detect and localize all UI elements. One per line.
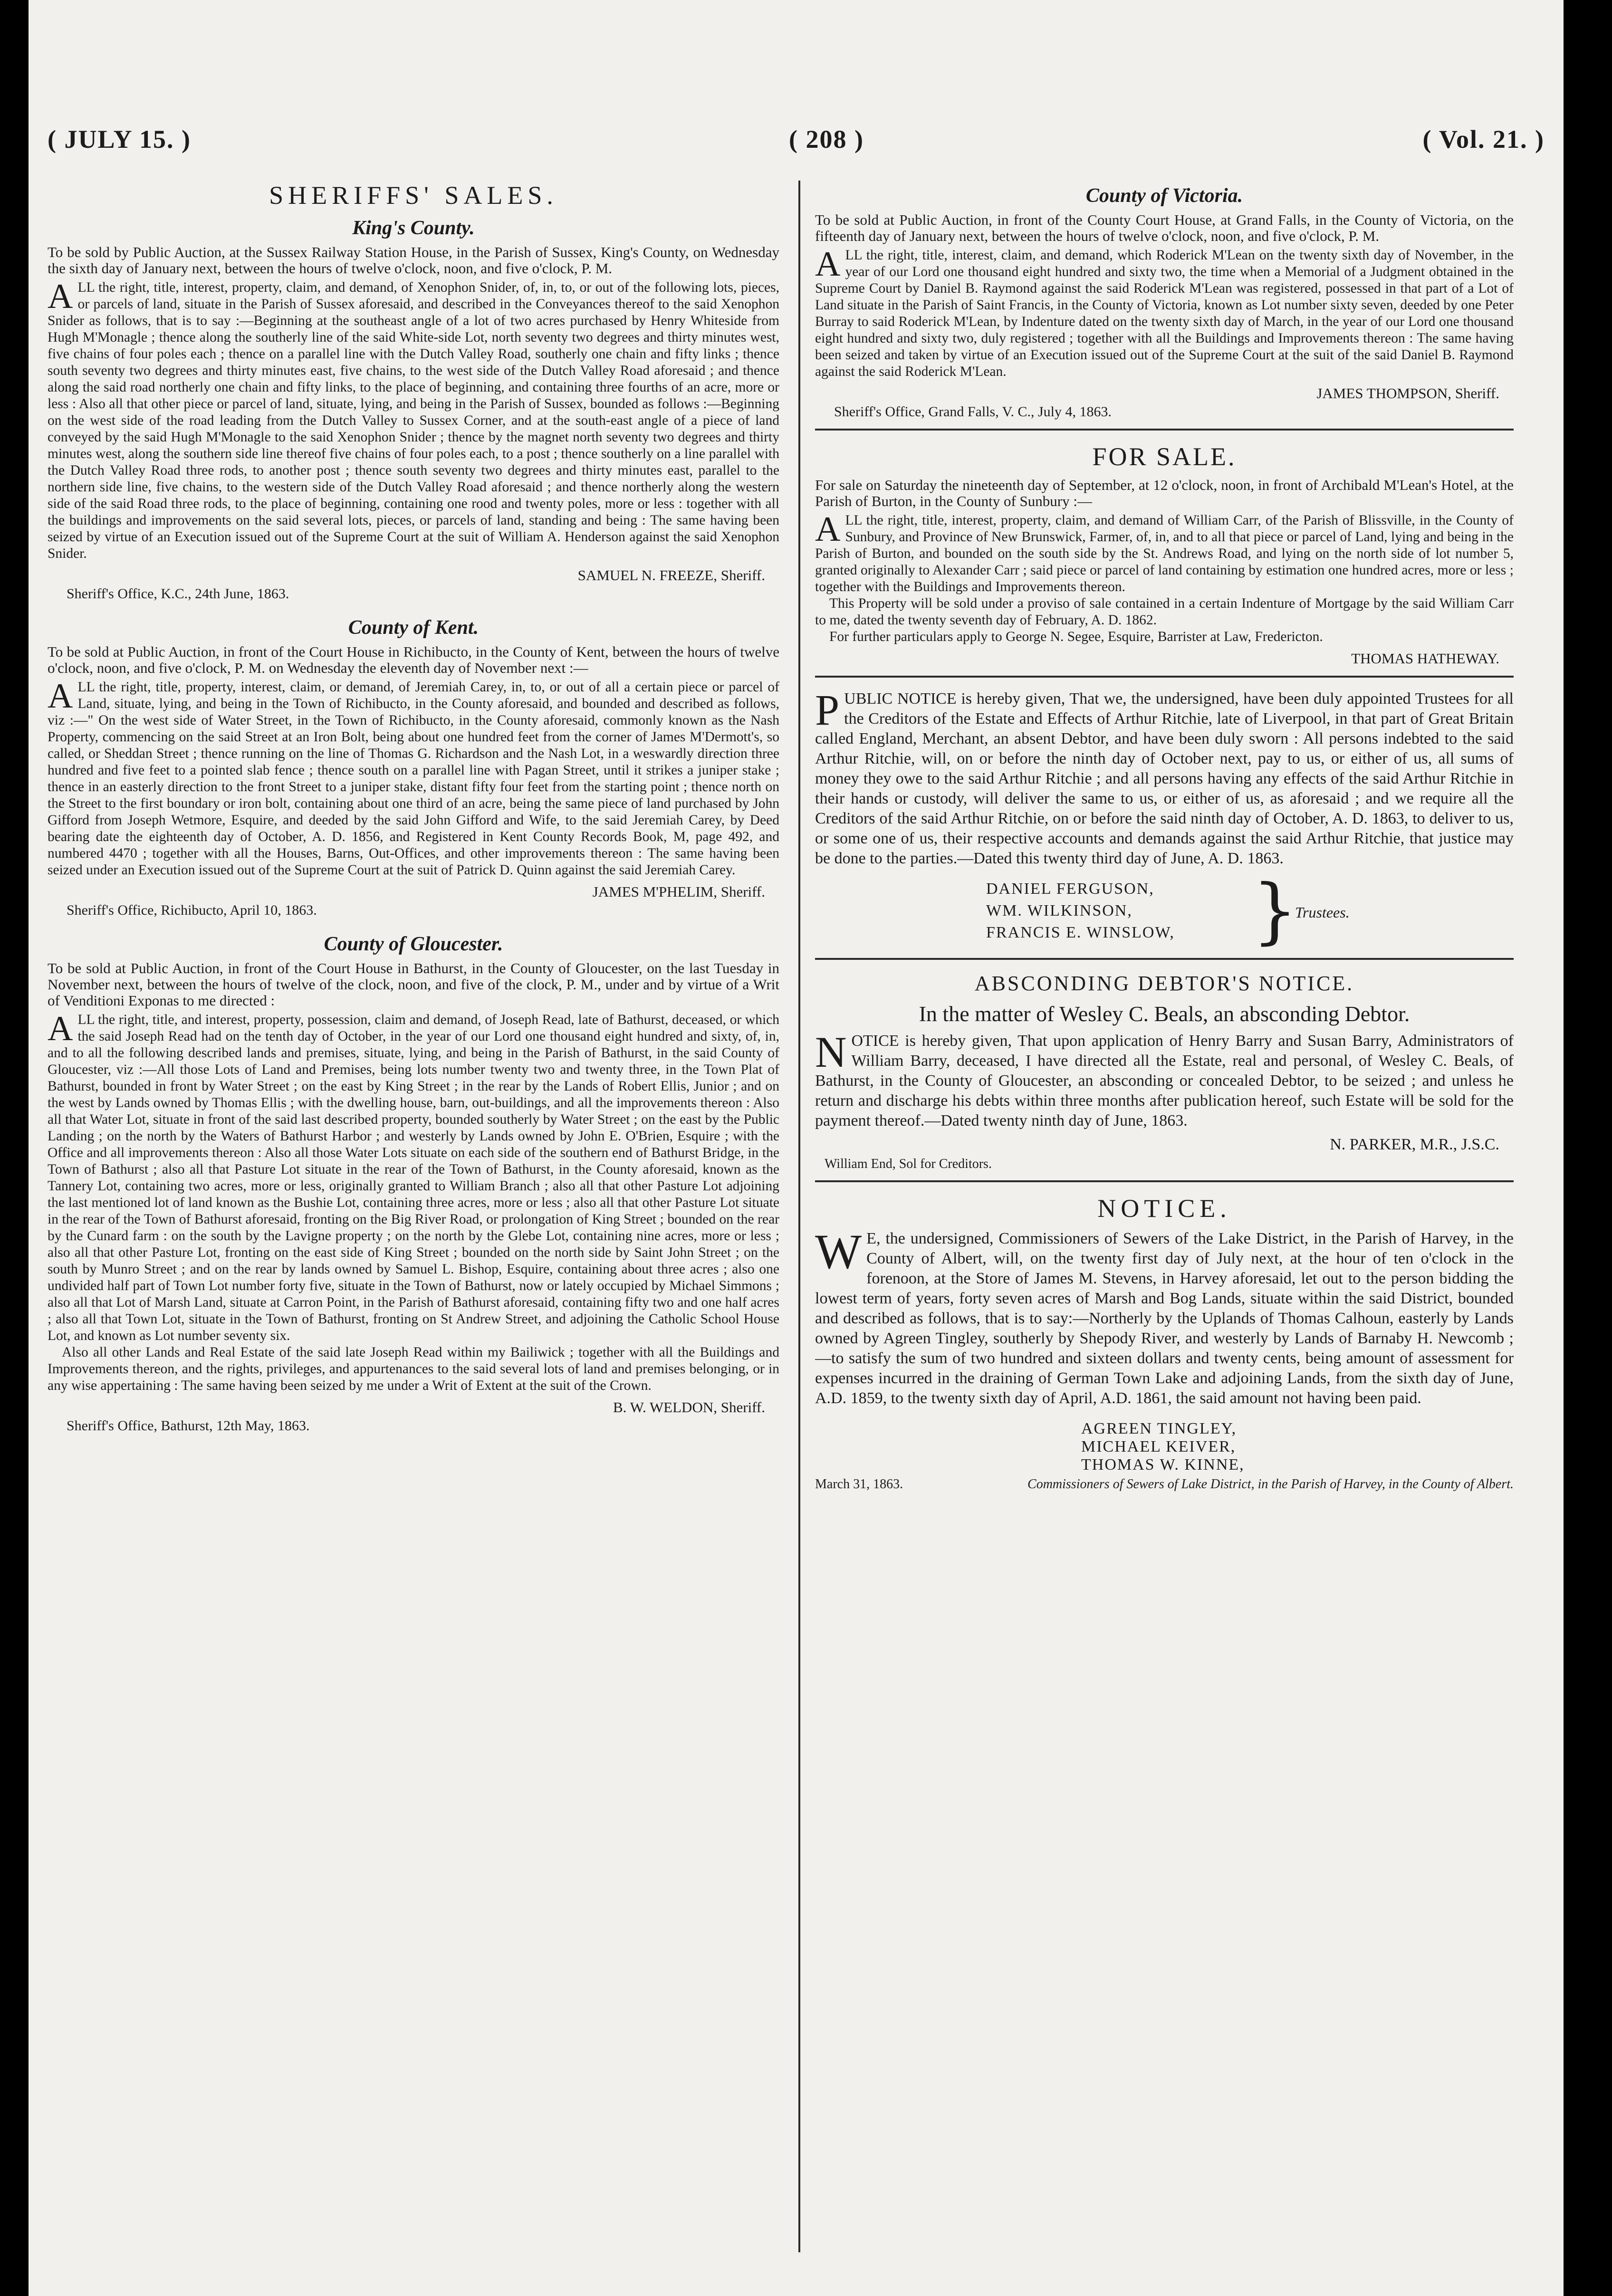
absconding-subtitle: In the matter of Wesley C. Beals, an absconding Debtor. [919, 1002, 1410, 1026]
county-heading: County of Gloucester. [324, 933, 503, 955]
header-page-number: ( 208 ) [789, 125, 864, 153]
kent-county-notice [48, 616, 779, 918]
page-header [48, 124, 1545, 163]
trustee-name: DANIEL FERGUSON, [986, 880, 1154, 898]
judge-signature: N. PARKER, M.R., J.S.C. [1330, 1136, 1499, 1153]
section-rule [815, 958, 1514, 960]
notice-intro: To be sold by Public Auction, at the Sussex Railway Station House, in the Parish of Sussex, King's County, on Wednesday the sixth day of January next, between the hours of twelve o'clock, noon, and five o'clock, P. M. [48, 244, 779, 277]
notice-body [815, 1225, 1514, 1408]
solicitor-line: William End, Sol for Creditors. [825, 1157, 992, 1171]
notice-body [815, 247, 1514, 380]
section-rule [815, 429, 1514, 430]
section-rule [815, 676, 1514, 678]
header-volume: ( Vol. 21. ) [1422, 125, 1545, 153]
notice-body [48, 279, 779, 562]
public-notice [815, 686, 1514, 952]
notice-text: LL the right, title, property, interest, claim, or demand, of Jeremiah Carey, in, to, or out of all a certain piece or parcel of Land, situate, lying, and being in the Town of Richibucto, in the County aforesaid, and bounded and described as follows, viz :—" On the west side of Water Street, in the Town of Richibucto, in the County aforesaid, commonly known as the Nash Property, commencing on the said Street at an Iron Bolt, being about one hundred feet from the corner of James M'Dermott's, so called, or Sheddan Street ; thence running on the line of Thomas G. Richardson and the Nash Lot, in a weswardly direction three hundred and five feet to a pointed slab fence ; thence south on a parallel line with Pagan Street, until it strikes a juniper stake ; thence in an easterly direction to the front Street to a juniper stake, distant fifty four feet from the starting point ; thence north on the Street to the first boundary or iron bolt, containing about one third of an acre, being the same piece of land purchased by John Gifford from Joseph Wetmore, Esquire, and deeded by the said John Gifford and Wife, to the said Jeremiah Carey, by Deed bearing date the eighteenth day of October, A. D. 1856, and Registered in Kent County Records Book, M, page 492, and numbered 4470 ; together with all the Houses, Barns, Out-Offices, and other improvements thereon : The same having been seized under an Execution issued out of the Supreme Court at the suit of Patrick D. Quinn against the said Jeremiah Carey. [48, 679, 779, 878]
notice-text: E, the undersigned, Commissioners of Sewers of the Lake District, in the Parish of Harvey, in the County of Albert, will, on the twenty first day of July next, at the hour of ten o'clock in the forenoon, at the Store of James M. Stevens, in Harvey aforesaid, let out to the person bidding the lowest term of years, forty seven acres of Marsh and Bog Lands, situate within the said District, bounded and described as follows, that is to say:—Northerly by the Uplands of Thomas Calhoun, easterly by Lands owned by Agreen Tingley, southerly by Shepody River, and westerly by Lands of Barnaby H. Newcomb ;—to satisfy the sum of two hundred and sixteen dollars and twenty cents, being amount of assessment for expenses incurred in the draining of German Town Lake and adjoining Lands, from the sixth day of June, A.D. 1859, to the twenty sixth day of April, A.D. 1861, the said amount not having been paid. [815, 1230, 1514, 1407]
drop-cap: A [48, 677, 73, 716]
county-heading: King's County. [352, 217, 475, 239]
trustees-label: Trustees. [1295, 904, 1350, 921]
notice-text: OTICE is hereby given, That upon application of Henry Barry and Susan Barry, Administrators of William Barry, deceased, I have directed all the Estate, real and personal, of Wesley C. Beals, of Bathurst, in the County of Gloucester, an absconding or concealed Debtor, to be seized ; and unless he return and discharge his debts within three months after publication hereof, such Estate will be sold for the payment thereof.—Dated twenty ninth day of June, 1863. [815, 1032, 1514, 1129]
notice-body [48, 1009, 779, 1344]
commissioner-name: THOMAS W. KINNE, [1081, 1456, 1245, 1473]
brace-glyph: } [1252, 870, 1298, 952]
sheriff-office-date: Sheriff's Office, Richibucto, April 10, 1863. [67, 902, 317, 918]
sheriff-signature: B. W. WELDON, Sheriff. [613, 1399, 765, 1416]
seller-signature: THOMAS HATHEWAY. [1351, 650, 1499, 667]
notice-text: LL the right, title, interest, claim, and demand, which Roderick M'Lean on the twenty sixth day of November, in the year of our Lord one thousand eight hundred and sixty two, the time when a Memorial of a Judgment obtained in the Supreme Court by Daniel B. Raymond against the said Roderick M'Lean was registered, possessed in that part of a Lot of Land situate in the Parish of Saint Francis, in the County of Victoria, known as Lot number sixty seven, deeded by one Peter Burray to said Roderick M'Lean, by Indenture dated on the twenty sixth day of March, in the year of our Lord one thousand eight hundred and sixty two, duly registered ; together with all the Buildings and Improvements thereon : The same having been seized and taken by virtue of an Execution issued out of the Supreme Court at the suit of the said Daniel B. Raymond against the said Roderick M'Lean. [815, 248, 1514, 379]
drop-cap: A [48, 277, 73, 316]
sheriff-office-date: Sheriff's Office, K.C., 24th June, 1863. [67, 586, 289, 602]
absconding-title: ABSCONDING DEBTOR'S NOTICE. [974, 972, 1354, 995]
sheriff-signature: SAMUEL N. FREEZE, Sheriff. [577, 567, 765, 584]
notice-text: LL the right, title, and interest, property, possession, claim and demand, of Joseph Read, late of Bathurst, deceased, or which the said Joseph Read had on the tenth day of October, in the year of our Lord one thousand eight hundred and sixty, of, in, and to all the following described lands and premises, situate, lying, and being in the Parish of Bathurst, in the said County of Gloucester, viz :—All those Lots of Land and Premises, being lots number twenty two and twenty three, in the Town Plat of Bathurst, bounded in front by Water Street ; on the east by King Street ; in the rear by the Lands of Robert Ellis, Junior ; and on the west by Lands owned by Thomas Ellis ; with the dwelling house, barn, out-buildings, and all the improvements thereon : Also all that Water Lot, situate in front of the said last described property, bounded southerly by Water Street ; on the east by the Public Landing ; on the north by the Waters of Bathurst Harbor ; and westerly by Lands owned by John E. O'Brien, Esquire ; with the Office and all improvements thereon : Also all those Water Lots situate on each side of the southern end of Bathurst Bridge, in the Town of Bathurst ; also all that Pasture Lot situate in the rear of the Town of Bathurst, in the County aforesaid, known as the Tannery Lot, containing two acres, more or less, originally granted to William Branch ; also all that other Pasture Lot adjoining the last mentioned lot of land known as the Bushie Lot, containing three acres, more or less ; also all that other Pasture Lot situate in the rear of the Town of Bathurst aforesaid, fronting on the Big River Road, or prolongation of King Street ; bounded on the rear by the Cunard farm : on the south by the Lavigne property ; on the north by the Glebe Lot, containing nine acres, more or less ; also all that other Pasture Lot, fronting on the east side of King Street ; bounded on the north side by Saint John Street ; on the south by Munro Street ; and on the rear by lands owned by Samuel L. Bishop, Esquire, containing about three acres ; also one undivided half part of Town Lot number forty five, situate in the Town of Bathurst, now or lately occupied by Michael Simmons ; also all that Lot of Marsh Land, situate at Carron Point, in the Parish of Bathurst aforesaid, containing fifty two and one half acres ; also all that Town Lot, situate in the Town of Bathurst, fronting on St Andrew Street, and adjoining the Catholic School House Lot, and known as Lot number seventy six. [48, 1012, 779, 1343]
trustee-name: FRANCIS E. WINSLOW, [986, 924, 1175, 941]
notice-text: LL the right, title, interest, property, claim, and demand of William Carr, of the Parish of Blissville, in the County of Sunbury, and Province of New Brunswick, Farmer, of, in, and to all that piece or parcel of Land, lying and being in the Parish of Burton, and bounded on the south side by the St. Andrews Road, and lying on the north side of lot number 5, granted originally to Alexander Carr ; said piece or parcel of land containing by estimation one hundred acres, more or less ; together with the Buildings and Improvements thereon. [815, 513, 1514, 594]
commissioner-name: MICHAEL KEIVER, [1081, 1438, 1236, 1455]
notice-text-continued: This Property will be sold under a proviso of sale contained in a certain Indenture of Mortgage by the said William Carr to me, dated the twenty seventh day of February, A. D. 1862. [815, 596, 1514, 628]
kings-county-notice [48, 217, 779, 602]
column-divider [798, 181, 800, 2252]
notice-text: LL the right, title, interest, property, claim, and demand, of Xenophon Snider, of, in, to, or out of the following lots, pieces, or parcels of land, situate in the Parish of Sussex aforesaid, and described in the Conveyances thereof to the said Xenophon Snider as follows, that is to say :—Beginning at the southeast angle of a lot of two acres purchased by Henry Whiteside from Hugh M'Monagle ; thence along the southerly line of the said White-side Lot, north seventy two degrees and thirty minutes west, five chains of four poles each ; thence on a parallel line with the Dutch Valley Road, southerly one chain and fifty links ; thence south seventy two degrees and thirty minutes east, five chains, to the west side of the Dutch Valley Road aforesaid ; and thence along the said road northerly one chain and fifty links, to the place of beginning, and containing three fourths of an acre, more or less : Also all that other piece or parcel of land, situate, lying, and being in the Parish of Sussex, bounded as follows :—Beginning on the west side of the road leading from the Dutch Valley to Sussex Corner, and at the south-east angle of a piece of land conveyed by the said Hugh M'Monagle to the said Xenophon Snider ; thence by the magnet north seventy two degrees and thirty minutes west, along the southern side line thereof five chains of four poles each, to a post ; thence southerly on a line parallel with the Dutch Valley Road three rods, to another post ; thence south seventy two degrees and thirty minutes east, parallel to the northern side line, five chains, to the western side of the Dutch Valley Road aforesaid ; and thence northerly along the western side of the said Road three rods, to the place of beginning, containing one rood and twenty poles, more or less : together with all the buildings and improvements on the said several lots, pieces, or parcels of land, standing and being : The same having been seized by virtue of an Execution issued out of the Supreme Court at the suit of William A. Henderson against the said Xenophon Snider. [48, 280, 779, 561]
sheriffs-sales-title: SHERIFFS' SALES. [269, 181, 558, 210]
notice-date: March 31, 1863. [815, 1477, 903, 1492]
commissioners-notice [815, 1194, 1514, 1492]
for-sale-notice [815, 442, 1514, 667]
gloucester-county-notice [48, 933, 779, 1434]
trustee-name: WM. WILKINSON, [986, 902, 1132, 919]
notice-text: UBLIC NOTICE is hereby given, That we, the undersigned, have been duly appointed Trustees for all the Creditors of the Estate and Effects of Arthur Ritchie, late of Liverpool, in that part of Great Britain called England, Merchant, an absent Debtor, and have been duly sworn : All persons indebted to the said Arthur Ritchie, will, on or before the ninth day of October next, pay to us, or either of us, all sums of money they owe to the said Arthur Ritchie ; and all persons having any effects of the said Arthur Ritchie in their hands or custody, will deliver the same to us, or either of us, as aforesaid ; and we require all the Creditors of the said Arthur Ritchie, on or before the said ninth day of October, A. D. 1863, to deliver to us, or some one of us, their respective accounts and demands against the said Arthur Ritchie, that justice may be done to the parties.—Dated this twenty third day of June, A. D. 1863. [815, 690, 1514, 867]
right-column [815, 181, 1514, 2271]
notice-body [815, 1028, 1514, 1131]
county-heading: County of Victoria. [1085, 185, 1243, 207]
drop-cap: W [815, 1225, 862, 1279]
notice-intro: To be sold at Public Auction, in front of the Court House in Richibucto, in the County of Kent, between the hours of twelve o'clock, noon, and five o'clock, P. M. on Wednesday the eleventh day of November next :— [48, 643, 779, 676]
section-rule [815, 1180, 1514, 1182]
commissioners-title: Commissioners of Sewers of Lake District, in the Parish of Harvey, in the County of Albert. [1027, 1477, 1514, 1492]
notice-body [815, 512, 1514, 595]
sheriff-office-date: Sheriff's Office, Bathurst, 12th May, 1863. [67, 1418, 310, 1434]
commissioner-name: AGREEN TINGLEY, [1081, 1420, 1237, 1437]
drop-cap: A [48, 1009, 73, 1048]
notice-body [48, 679, 779, 879]
notice-body [815, 686, 1514, 869]
absconding-debtor-notice [815, 971, 1514, 1172]
trustees-signatures [986, 870, 1514, 952]
sheriff-signature: JAMES M'PHELIM, Sheriff. [592, 883, 765, 900]
left-column [48, 181, 779, 2271]
for-sale-title: FOR SALE. [1092, 442, 1237, 471]
notice-intro: For sale on Saturday the nineteenth day of September, at 12 o'clock, noon, in front of Archibald M'Lean's Hotel, at the Parish of Burton, in the County of Sunbury :— [815, 477, 1514, 509]
notice-intro: To be sold at Public Auction, in front of the County Court House, at Grand Falls, in the County of Victoria, on the fifteenth day of January next, between the hours of twelve o'clock, noon, and five o'clock, P. M. [815, 211, 1514, 244]
notice-title: NOTICE. [1097, 1194, 1231, 1223]
drop-cap: A [815, 245, 841, 284]
victoria-county-notice [815, 184, 1514, 420]
notice-intro: To be sold at Public Auction, in front of the Court House in Bathurst, in the County of Gloucester, on the last Tuesday in November next, between the hours of twelve of the clock, noon, and five of the clock, P. M., under and by virtue of a Writ of Venditioni Exponas to me directed : [48, 960, 779, 1009]
drop-cap: P [815, 686, 840, 734]
newspaper-page [29, 0, 1564, 2296]
county-heading: County of Kent. [348, 617, 479, 639]
drop-cap: A [815, 510, 841, 549]
header-date: ( JULY 15. ) [48, 125, 192, 153]
notice-text-continued: Also all other Lands and Real Estate of the said late Joseph Read within my Bailiwick ; together with all the Buildings and Improvements thereon, and the rights, privileges, and appurtenances to the said several lots of land and premises belonging, or in any wise appertaining : The same having been seized by me under a Writ of Extent at the suit of the Crown. [48, 1345, 779, 1393]
sheriff-signature: JAMES THOMPSON, Sheriff. [1316, 385, 1499, 402]
drop-cap: N [815, 1028, 847, 1076]
sheriff-office-date: Sheriff's Office, Grand Falls, V. C., July 4, 1863. [834, 404, 1112, 420]
notice-text-continued: For further particulars apply to George N. Segee, Esquire, Barrister at Law, Fredericton. [829, 629, 1323, 644]
